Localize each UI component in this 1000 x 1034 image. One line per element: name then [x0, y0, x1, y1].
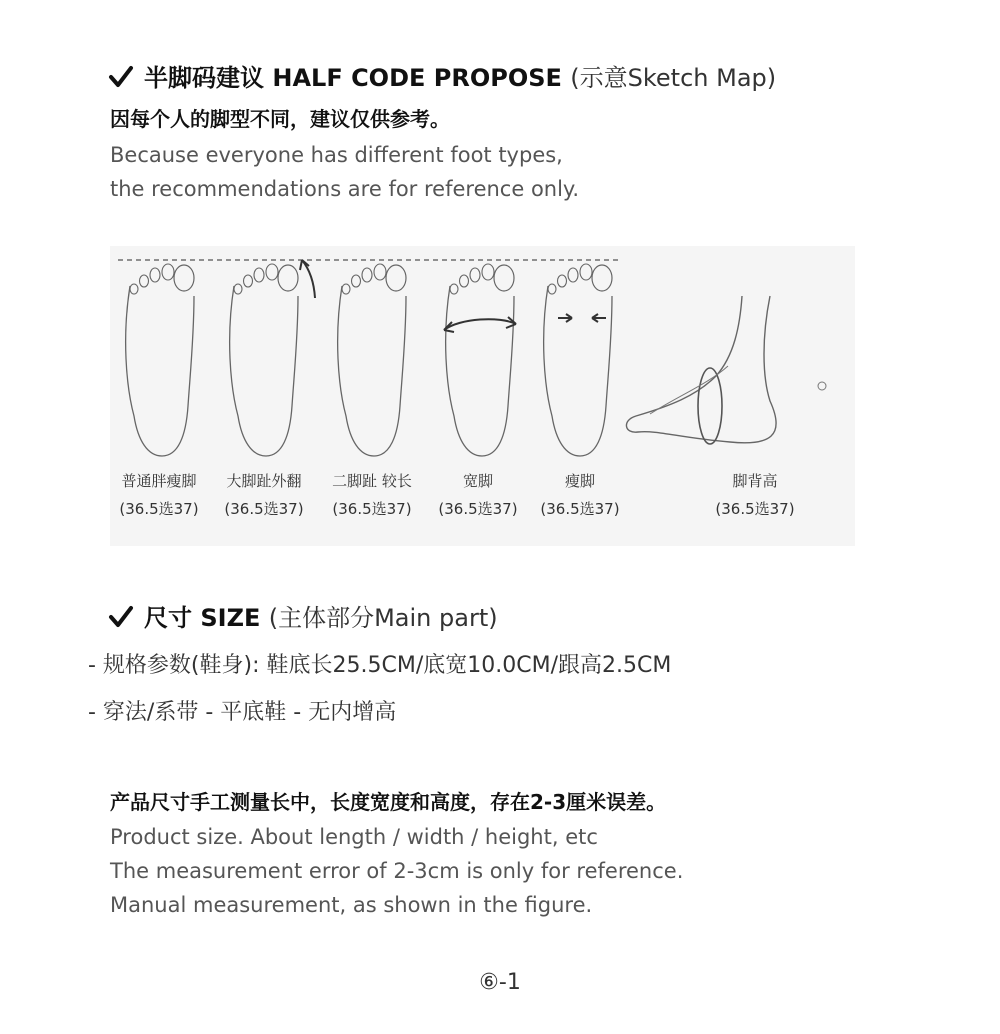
heading-en: HALF CODE PROPOSE	[272, 64, 562, 92]
foot-type-label: 瘦脚	[564, 472, 595, 490]
foot-normal-icon	[126, 264, 194, 456]
size-advice: (36.5选37)	[119, 500, 199, 518]
foot-types-figure	[110, 246, 855, 546]
desc-line-1: Because everyone has different foot types,	[110, 143, 563, 167]
size-advice: (36.5选37)	[438, 500, 518, 518]
spec-line-1: - 规格参数(鞋身): 鞋底长25.5CM/底宽10.0CM/跟高2.5CM	[88, 653, 672, 678]
foot-type-label: 二脚趾 较长	[332, 472, 412, 490]
subtitle-cn: 因每个人的脚型不同，建议仅供参考。	[110, 107, 450, 131]
spec-line-2: - 穿法/系带 - 平底鞋 - 无内增高	[88, 700, 397, 725]
size-heading-en: SIZE	[200, 604, 261, 632]
heading-cn: 半脚码建议	[144, 64, 264, 92]
foot-type-label: 普通胖瘦脚	[121, 472, 197, 490]
foot-narrow-icon	[544, 264, 612, 456]
foot-bunion-icon	[230, 264, 298, 456]
size-advice: (36.5选37)	[332, 500, 412, 518]
foot-type-label: 脚背高	[732, 472, 778, 490]
size-advice: (36.5选37)	[540, 500, 620, 518]
foot-type-label: 大脚趾外翻	[226, 472, 302, 490]
size-advice: (36.5选37)	[224, 500, 304, 518]
size-heading-cn: 尺寸	[144, 604, 192, 632]
foot-high-instep-icon	[626, 296, 826, 444]
measurement-line-3: Manual measurement, as shown in the figure.	[110, 893, 593, 917]
foot-long-second-toe-icon	[338, 264, 406, 456]
checkmark-icon	[108, 64, 134, 90]
measurement-note-cn: 产品尺寸手工测量长中，长度宽度和高度，存在2-3厘米误差。	[110, 790, 667, 814]
measurement-line-1: Product size. About length / width / height, etc	[110, 825, 598, 849]
foot-wide-icon	[446, 264, 514, 456]
heading-note: (示意Sketch Map)	[570, 64, 777, 92]
half-code-heading	[108, 58, 776, 93]
checkmark-icon	[108, 604, 134, 630]
measurement-line-2: The measurement error of 2-3cm is only for reference.	[110, 859, 684, 883]
size-heading-note: (主体部分Main part)	[268, 604, 498, 632]
size-heading	[108, 598, 498, 633]
page-number: ⑥-1	[479, 970, 521, 995]
desc-line-2: the recommendations are for reference only.	[110, 177, 580, 201]
foot-type-label: 宽脚	[462, 472, 493, 490]
size-advice: (36.5选37)	[715, 500, 795, 518]
